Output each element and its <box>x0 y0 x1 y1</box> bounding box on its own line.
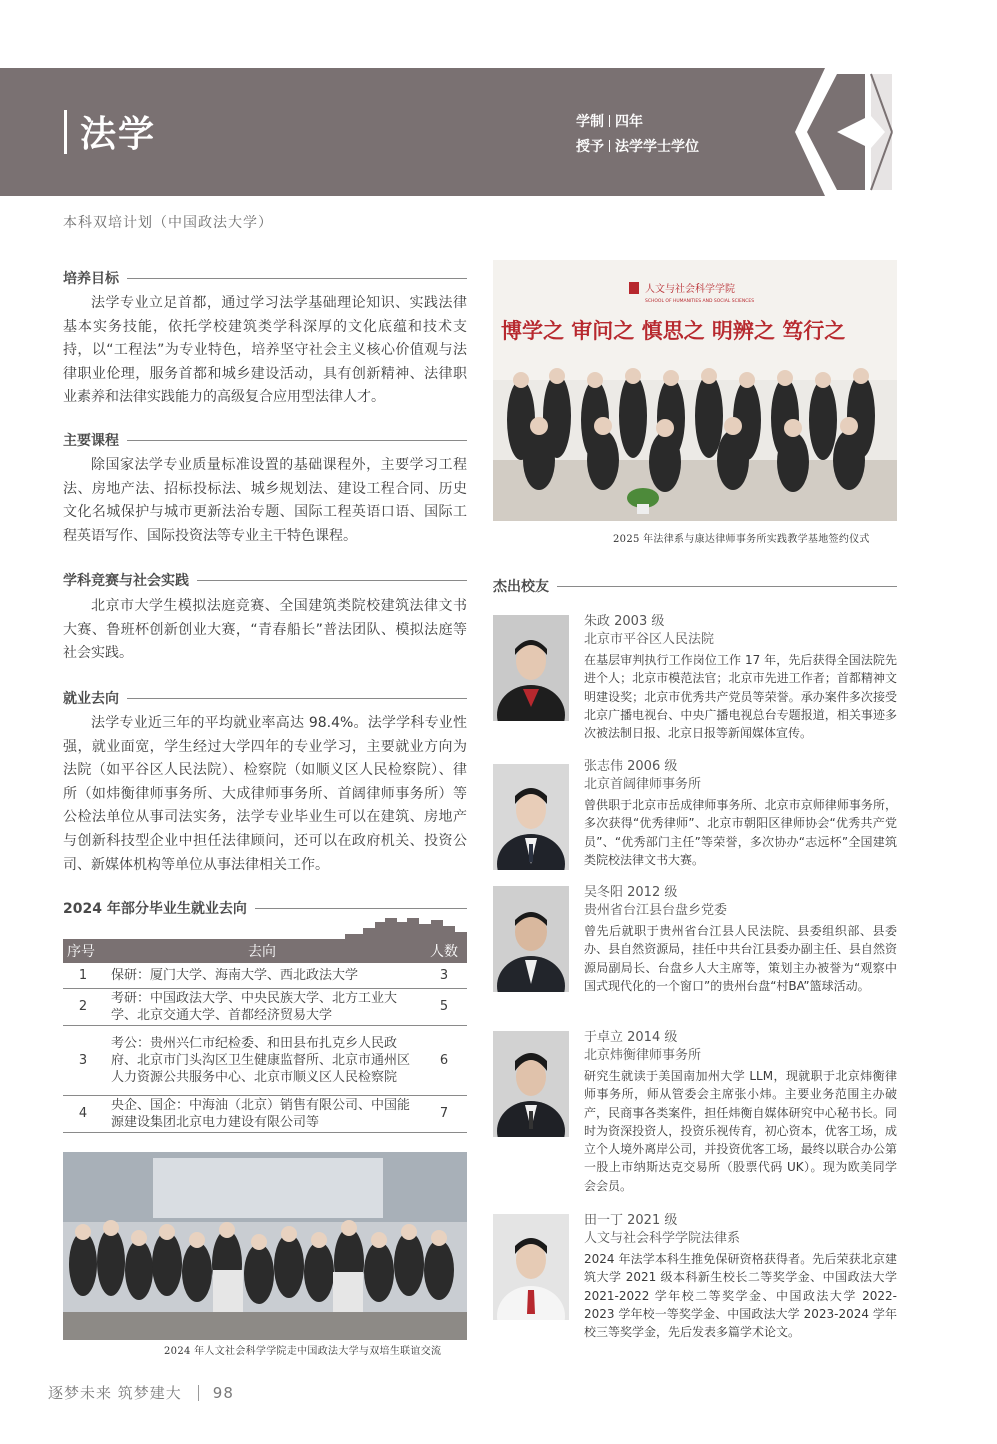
row-dest: 央企、国企：中海油（北京）销售有限公司、中国能源建设集团北京电力建设有限公司等 <box>103 1095 421 1132</box>
practice-heading-text: 学科竞赛与社会实践 <box>63 573 189 589</box>
bottom-photo-caption: 2024 年人文社会科学学院走中国政法大学与双培生联谊交流 <box>164 1346 442 1357</box>
table-row <box>63 1095 467 1132</box>
section-heading-courses <box>63 430 467 450</box>
alumni-org: 北京炜衡律师事务所 <box>584 1048 702 1063</box>
col-header-count: 人数 <box>421 939 467 963</box>
avatar <box>493 615 569 721</box>
page-footer <box>48 1382 234 1403</box>
row-dest: 保研：厦门大学、海南大学、西北政法大学 <box>103 963 421 988</box>
group-photo-bottom <box>63 1152 467 1340</box>
degree-value: 法学学士学位 <box>615 139 699 155</box>
geometric-logo-icon <box>795 68 898 196</box>
col-header-no: 序号 <box>63 939 103 963</box>
duration-label: 学制 <box>576 114 604 130</box>
alumni-name: 于卓立 2014 级 <box>584 1030 678 1045</box>
alumni-name: 张志伟 2006 级 <box>584 759 678 774</box>
row-no: 2 <box>63 988 103 1025</box>
table-row <box>63 988 467 1025</box>
goal-text: 法学专业立足首都，通过学习法学基础理论知识、实践法律基本实务技能，依托学校建筑类学科深厚的文化底蕴和技术支持，以“工程法”为专业特色，培养坚守社会主义核心价值观与法律职业伦理，服务首都和城乡建设活动，具有创新精神、法律职业素养和法律实践能力的高级复合应用型法律人才。 <box>63 295 467 406</box>
alumni-bio: 曾先后就职于贵州省台江县人民法院、县委组织部、县委办、县自然资源局，挂任中共台江县委办副主任、县自然资源局副局长、台盘乡人大主席等，策划主办被誉为“观察中国式现代化的一个窗口”的贵州台盘“村BA”篮球活动。 <box>584 924 897 993</box>
alumni-heading <box>493 576 897 596</box>
courses-text: 除国家法学专业质量标准设置的基础课程外，主要学习工程法、房地产法、招标投标法、城乡规划法、建设工程合同、历史文化名城保护与城市更新法治专题、国际工程英语口语、国际工程英语写作、国际投资法等专业主干特色课程。 <box>63 457 467 544</box>
alumni-bio: 2024 年法学本科生推免保研资格获得者。先后荣获北京建筑大学 2021 级本科新生校长二等奖学金、中国政法大学 2021-2022 学年校二等奖学金、中国政法大学 2022-2023 学年校一等奖学金、中国政法大学 2023-2024 学年校三等奖学金，先后发表多篇学术论文。 <box>584 1252 897 1340</box>
employment-table <box>63 939 467 1133</box>
alumni-name: 吴冬阳 2012 级 <box>584 885 678 900</box>
row-dest: 考公：贵州兴仁市纪检委、和田县布扎克乡人民政府、北京市门头沟区卫生健康监督所、北京市通州区人力资源公共服务中心、北京市顺义区人民检察院 <box>103 1025 421 1095</box>
avatar <box>493 1214 569 1320</box>
avatar <box>493 764 569 870</box>
row-no: 1 <box>63 963 103 988</box>
page-title: 法学 <box>80 114 157 155</box>
practice-text: 北京市大学生模拟法庭竞赛、全国建筑类院校建筑法律文书大赛、鲁班杯创新创业大赛，“青春船长”普法团队、模拟法庭等社会实践。 <box>63 598 467 662</box>
table-heading-text: 2024 年部分毕业生就业去向 <box>63 901 247 917</box>
banner-motto-text: 博学之 审问之 慎思之 明辨之 笃行之 <box>501 318 846 343</box>
section-heading-goal <box>63 268 467 288</box>
alumni-name: 田一丁 2021 级 <box>584 1213 678 1228</box>
table-row <box>63 963 467 988</box>
alumni-org: 贵州省台江县台盘乡党委 <box>584 903 728 918</box>
program-subtitle: 本科双培计划（中国政法大学） <box>63 215 273 231</box>
title-bar-accent <box>64 110 67 154</box>
row-count: 7 <box>421 1095 467 1132</box>
section-heading-practice <box>63 570 467 590</box>
goal-heading-text: 培养目标 <box>63 271 119 287</box>
page-number: 98 <box>212 1383 234 1402</box>
alumni-bio: 研究生就读于美国南加州大学 LLM，现就职于北京炜衡律师事务所，师从管委会主席张小炜。主要业务范围主办破产，民商事各类案件，担任炜衡自媒体研究中心秘书长。同时为资深投资人，投资乐视传育，初心资本，优客工场，成立个人境外离岸公司，并投资优客工场，最终以联合办公第一股上市纳斯达克交易所（股票代码 UK）。现为欧美同学会会员。 <box>584 1069 897 1193</box>
col-header-dest: 去向 <box>103 939 421 963</box>
duration-value: 四年 <box>615 114 643 130</box>
row-count: 5 <box>421 988 467 1025</box>
top-photo-caption: 2025 年法律系与康达律师事务所实践教学基地签约仪式 <box>613 534 870 545</box>
employment-text: 法学专业近三年的平均就业率高达 98.4%。法学学科专业性强，就业面宽，学生经过大学四年的专业学习，主要就业方向为法院（如平谷区人民法院）、检察院（如顺义区人民检察院）、律所（如炜衡律师事务所、大成律师事务所、首阔律师事务所）等公检法单位从事司法实务，法学专业毕业生可以在建筑、房地产与创新科技型企业中担任法律顾问，还可以在政府机关、投资公司、新媒体机构等单位从事法律相关工作。 <box>63 715 467 873</box>
avatar <box>493 886 569 992</box>
program-info <box>576 110 699 160</box>
avatar <box>493 1031 569 1137</box>
alumni-name: 朱政 2003 级 <box>584 614 665 629</box>
banner-logo-text: 人文与社会科学学院 <box>645 284 735 295</box>
footer-slogan: 逐梦未来 筑梦建大 <box>48 1384 182 1402</box>
alumni-bio: 曾供职于北京市岳成律师事务所、北京市京师律师事务所，多次获得“优秀律师”、北京市朝阳区律师协会“优秀共产党员”、“优秀部门主任”等荣誉，多次协办“志远杯”全国建筑类院校法律文书大赛。 <box>584 798 897 867</box>
alumni-bio: 在基层审判执行工作岗位工作 17 年，先后获得全国法院先进个人；北京市模范法官；北京市先进工作者；首都精神文明建设奖；北京市优秀共产党员等荣誉。承办案件多次接受北京广播电视台、中央广播电视总台专题报道，相关事迹多次被法制日报、北京日报等新闻媒体宣传。 <box>584 653 897 741</box>
row-no: 3 <box>63 1025 103 1095</box>
row-count: 6 <box>421 1025 467 1095</box>
section-heading-employment <box>63 688 467 708</box>
alumni-org: 人文与社会科学学院法律系 <box>584 1231 741 1246</box>
employment-heading-text: 就业去向 <box>63 691 119 707</box>
banner-logo-en-text: SCHOOL OF HUMANITIES AND SOCIAL SCIENCES <box>645 299 755 304</box>
alumni-org: 北京市平谷区人民法院 <box>584 632 715 647</box>
building-silhouette-icon <box>345 914 467 940</box>
alumni-heading-text: 杰出校友 <box>493 579 549 595</box>
group-photo-top <box>493 260 897 521</box>
row-dest: 考研：中国政法大学、中央民族大学、北方工业大学、北京交通大学、首都经济贸易大学 <box>103 988 421 1025</box>
row-no: 4 <box>63 1095 103 1132</box>
row-count: 3 <box>421 963 467 988</box>
courses-heading-text: 主要课程 <box>63 433 119 449</box>
degree-label: 授予 <box>576 139 604 155</box>
alumni-org: 北京首阔律师事务所 <box>584 777 702 792</box>
table-row <box>63 1025 467 1095</box>
